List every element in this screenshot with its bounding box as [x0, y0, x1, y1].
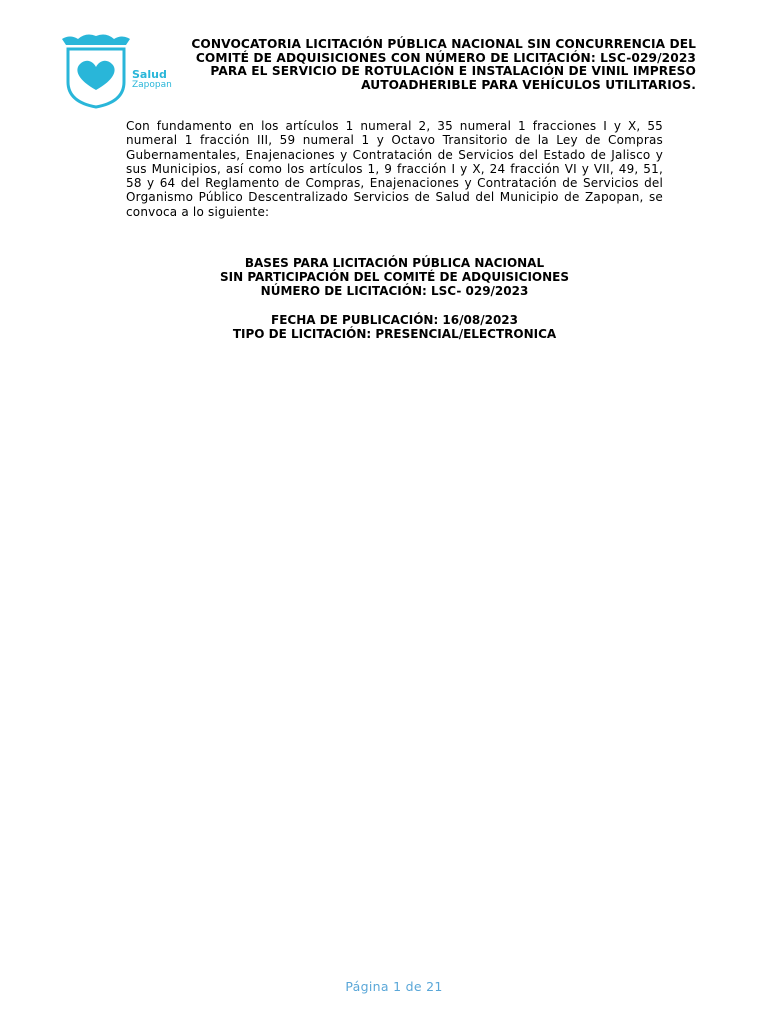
- title-line: PARA EL SERVICIO DE ROTULACIÓN E INSTALACIÓN DE VINIL IMPRESO: [210, 64, 696, 78]
- title-line: CONVOCATORIA LICITACIÓN PÚBLICA NACIONAL SIN CONCURRENCIA DEL: [191, 37, 696, 51]
- tender-type: TIPO DE LICITACIÓN: PRESENCIAL/ELECTRONICA: [232, 326, 557, 341]
- logo-text-zapopan: Zapopan: [132, 80, 172, 90]
- spacer: [126, 299, 663, 313]
- crest-icon: [60, 30, 132, 110]
- bases-line: SIN PARTICIPACIÓN DEL COMITÉ DE ADQUISICIONES: [219, 270, 570, 285]
- page-number: Página 1 de 21: [345, 979, 443, 994]
- bases-line: BASES PARA LICITACIÓN PÚBLICA NACIONAL: [244, 256, 545, 270]
- salud-zapopan-logo: [60, 30, 132, 110]
- publication-date: FECHA DE PUBLICACIÓN: 16/08/2023: [271, 312, 518, 327]
- bases-heading: [126, 256, 663, 341]
- document-title: [128, 38, 696, 92]
- logo-text-salud: Salud: [132, 68, 167, 81]
- intro-paragraph: Con fundamento en los artículos 1 numeral 2, 35 numeral 1 fracciones I y X, 55 numeral 1 fracción III, 59 numeral 1 y Octavo Transitorio de la Ley de Compras Gubernamentales, Enajenaciones y Contratación de Servicios del Estado de Jalisco y sus Municipios, así como los artículos 1, 9 fracción I y X, 24 fracción VI y VII, 49, 51, 58 y 64 del Reglamento de Compras, Enajenaciones y Contratación de Servicios del Organismo Público Descentralizado Servicios de Salud del Municipio de Zapopan, se convoca a lo siguiente:: [126, 119, 663, 219]
- title-line: COMITÉ DE ADQUISICIONES CON NÚMERO DE LICITACIÓN: LSC-029/2023: [195, 50, 696, 65]
- title-line: AUTOADHERIBLE PARA VEHÍCULOS UTILITARIOS.: [361, 77, 696, 92]
- bases-line: NÚMERO DE LICITACIÓN: LSC- 029/2023: [260, 284, 529, 299]
